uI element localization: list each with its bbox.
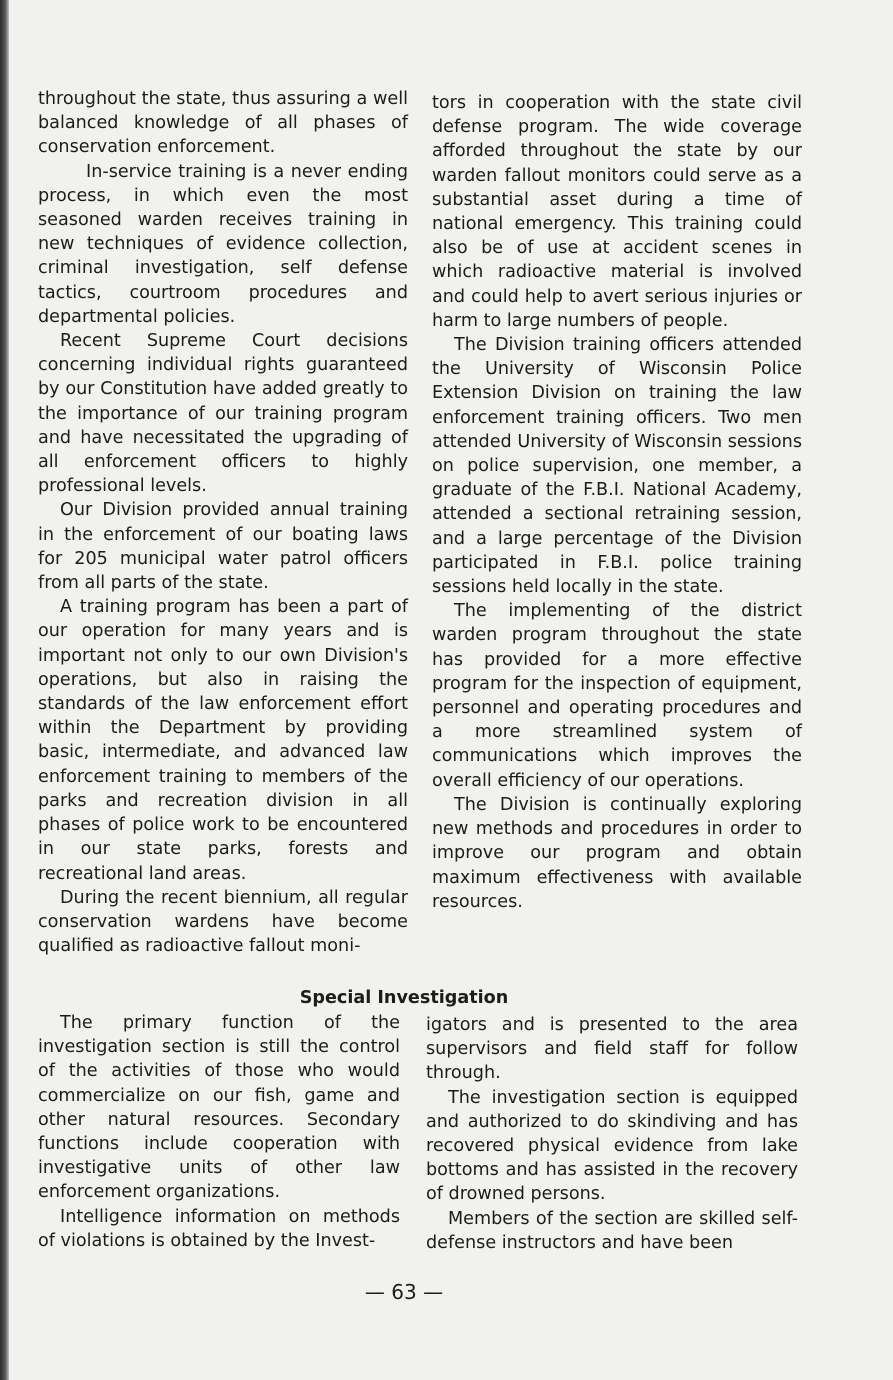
paragraph: The investigation section is equipped and authorized to do skindiving and has recovered physical evidence from lake bottoms and has assisted in the recovery of drowned persons. [426, 1087, 798, 1205]
paragraph: Members of the section are skilled self-defense instructors and have been [426, 1208, 798, 1253]
binding-edge [0, 0, 9, 1380]
paragraph: The Division training officers attended the University of Wisconsin Police Extension Division on training the law enforcement training officers. Two men attended University of Wisconsin sessions on police supervision, one member, a graduate of the F.B.I. National Academy, attended a sectional retraining session, and a large percentage of the Division participated in F.B.I. police training sessions held locally in the state. [432, 335, 802, 598]
page-number: — 63 — [364, 1280, 444, 1304]
paragraph: tors in cooperation with the state civil defense program. The wide coverage afforded throughout the state by our warden fallout monitors could serve as a substantial asset during a time of national emergency. This training could also be of use at accident scenes in which radioactive material is involved and could help to avert serious injuries or harm to large numbers of people. [432, 93, 802, 331]
paragraph: During the recent biennium, all regular conservation wardens have become qualified as radioactive fallout moni- [38, 887, 408, 957]
paragraph: The Division is continually exploring new methods and procedures in order to improve our program and obtain maximum effectiveness with available resources. [432, 794, 802, 912]
paragraph: The implementing of the district warden program throughout the state has provided for a more effective program for the inspection of equipment, personnel and operating procedures and a more streamlined system of communications which improves the overall efficiency of our operations. [432, 601, 802, 791]
paragraph: Recent Supreme Court decisions concerning individual rights guaranteed by our Constitution have added greatly to the importance of our training program and have necessitated the upgrading of all enforcement officers to highly professional levels. [38, 331, 408, 497]
column-top-right [432, 91, 802, 914]
section-heading: Special Investigation [299, 988, 509, 1008]
paragraph: Our Division provided annual training in the enforcement of our boating laws for 205 municipal water patrol officers from all parts of the state. [38, 500, 408, 594]
paragraph: Intelligence information on methods of violations is obtained by the Invest- [38, 1206, 400, 1251]
paragraph: igators and is presented to the area supervisors and field staff for follow through. [426, 1015, 798, 1084]
paragraph: throughout the state, thus assuring a well balanced knowledge of all phases of conservation enforcement. [38, 89, 408, 158]
column-bottom-left [38, 1011, 400, 1253]
paragraph: The primary function of the investigation section is still the control of the activities of those who would commercialize on our fish, game and other natural resources. Secondary functions include cooperation with investigative units of other law enforcement organizations. [38, 1013, 400, 1203]
paragraph: A training program has been a part of our operation for many years and is important not only to our own Division's operations, but also in raising the standards of the law enforcement effort within the Department by providing basic, intermediate, and advanced law enforcement training to members of the parks and recreation division in all phases of police work to be encountered in our state parks, forests and recreational land areas. [38, 597, 408, 884]
column-top-left [38, 87, 408, 958]
column-bottom-right [426, 1013, 798, 1255]
paragraph: In-service training is a never ending process, in which even the most seasoned warden receives training in new techniques of evidence collection, criminal investigation, self defense tactics, courtroom procedures and departmental policies. [38, 161, 408, 327]
